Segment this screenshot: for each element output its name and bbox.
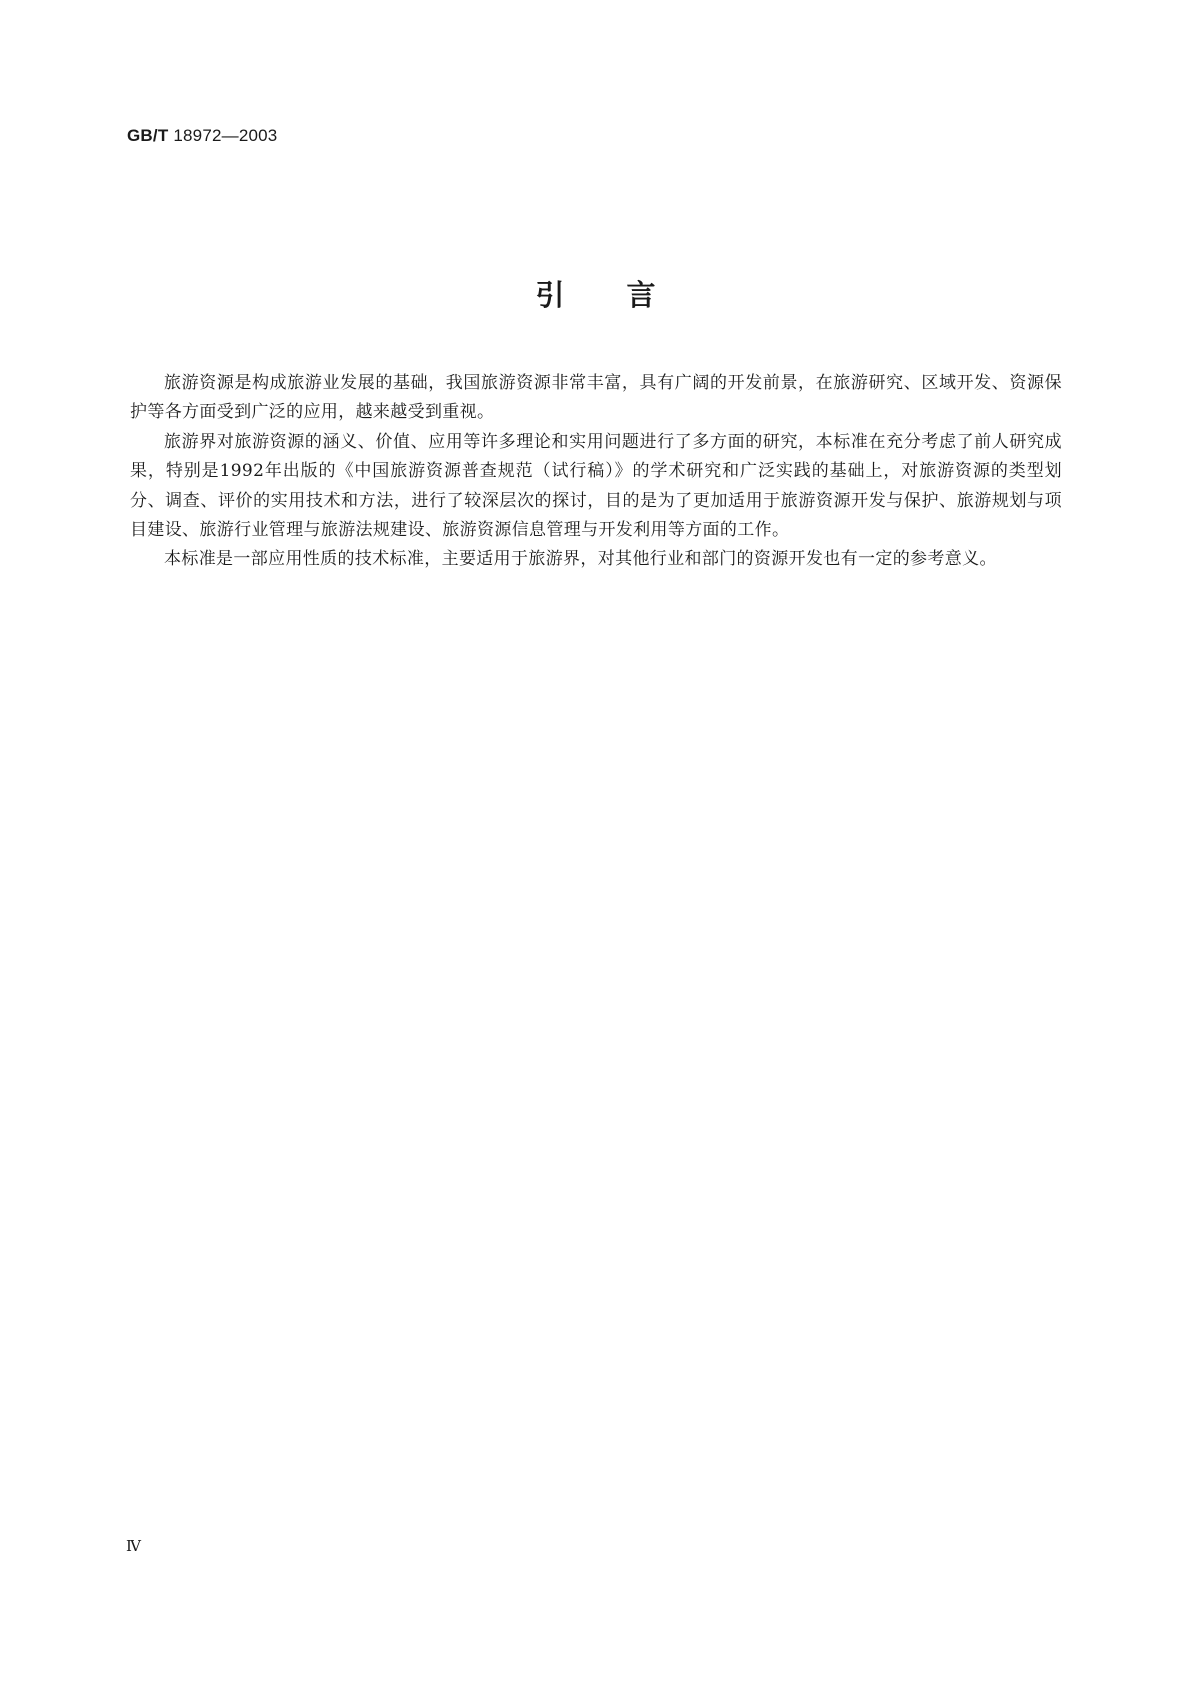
paragraph-3: 本标准是一部应用性质的技术标准，主要适用于旅游界，对其他行业和部门的资源开发也有一定的参考意义。 — [164, 549, 997, 570]
title-char-1: 引 — [535, 278, 565, 312]
page-number: Ⅳ — [126, 1537, 141, 1555]
standard-header — [127, 126, 277, 146]
paragraph-1: 旅游资源是构成旅游业发展的基础，我国旅游资源非常丰富，具有广阔的开发前景，在旅游研究、区域开发、资源保护等各方面受到广泛的应用，越来越受到重视。 — [130, 373, 1062, 423]
standard-code: GB/T — [127, 126, 169, 145]
page-title — [0, 275, 1191, 315]
paragraph-2: 旅游界对旅游资源的涵义、价值、应用等许多理论和实用问题进行了多方面的研究，本标准在充分考虑了前人研究成果，特别是1992年出版的《中国旅游资源普查规范（试行稿）》的学术研究和广泛实践的基础上，对旅游资源的类型划分、调查、评价的实用技术和方法，进行了较深层次的探讨，目的是为了更加适用于旅游资源开发与保护、旅游规划与项目建设、旅游行业管理与旅游法规建设、旅游资源信息管理与开发利用等方面的工作。 — [130, 431, 1062, 541]
introduction-body — [130, 369, 1062, 575]
standard-number: 18972—2003 — [173, 126, 278, 145]
title-char-2: 言 — [626, 278, 656, 312]
